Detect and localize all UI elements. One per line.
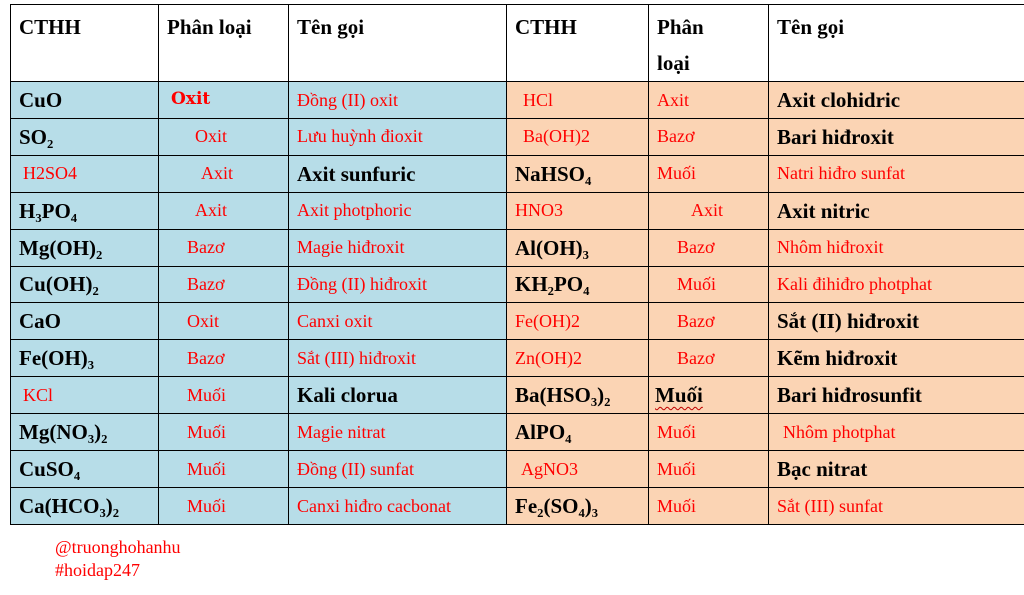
name-cell: Sắt (III) hiđroxit — [289, 340, 507, 377]
name-cell: Natri hiđro sunfat — [769, 155, 1024, 192]
table-row — [11, 487, 1024, 524]
name-cell: Sắt (II) hiđroxit — [769, 303, 1024, 340]
formula-cell: AgNO3 — [507, 451, 649, 488]
classification-cell: Muối — [649, 414, 769, 451]
classification-cell: Oxit — [159, 303, 289, 340]
formula-cell: KCl — [11, 377, 159, 414]
table-row — [11, 451, 1024, 488]
formula-cell: Fe(OH)2 — [507, 303, 649, 340]
formula-cell: Mg(OH)₂ — [11, 229, 159, 266]
classification-cell: Oxit — [159, 82, 289, 119]
chemical-table — [10, 4, 1024, 525]
header-ten-goi-left: Tên gọi — [289, 5, 507, 82]
classification-cell: Muối — [159, 451, 289, 488]
classification-cell: Muối — [649, 377, 769, 414]
formula-cell: HCl — [507, 82, 649, 119]
formula-cell: SO₂ — [11, 118, 159, 155]
formula-cell: CuSO₄ — [11, 451, 159, 488]
formula-cell: Ba(OH)2 — [507, 118, 649, 155]
classification-cell: Muối — [649, 266, 769, 303]
name-cell: Sắt (III) sunfat — [769, 487, 1024, 524]
classification-cell: Axit — [159, 155, 289, 192]
table-row — [11, 155, 1024, 192]
name-cell: Magie nitrat — [289, 414, 507, 451]
classification-cell: Bazơ — [649, 340, 769, 377]
table-row — [11, 303, 1024, 340]
classification-cell: Bazơ — [649, 303, 769, 340]
classification-cell: Bazơ — [159, 340, 289, 377]
classification-cell: Bazơ — [159, 229, 289, 266]
name-cell: Magie hiđroxit — [289, 229, 507, 266]
table-header-row — [11, 5, 1024, 82]
name-cell: Đồng (II) hiđroxit — [289, 266, 507, 303]
classification-cell: Oxit — [159, 118, 289, 155]
name-cell: Kali clorua — [289, 377, 507, 414]
classification-cell: Muối — [159, 487, 289, 524]
formula-cell: H2SO4 — [11, 155, 159, 192]
header-cthh-left: CTHH — [11, 5, 159, 82]
formula-cell: KH₂PO₄ — [507, 266, 649, 303]
formula-cell: Fe(OH)₃ — [11, 340, 159, 377]
name-cell: Nhôm photphat — [769, 414, 1024, 451]
name-cell: Đồng (II) sunfat — [289, 451, 507, 488]
formula-cell: Zn(OH)2 — [507, 340, 649, 377]
name-cell: Kẽm hiđroxit — [769, 340, 1024, 377]
classification-cell: Muối — [649, 155, 769, 192]
formula-cell: HNO3 — [507, 192, 649, 229]
name-cell: Đồng (II) oxit — [289, 82, 507, 119]
header-phan-loai-right: Phân loại — [649, 5, 769, 82]
formula-cell: H₃PO₄ — [11, 192, 159, 229]
classification-cell: Muối — [649, 451, 769, 488]
name-cell: Axit clohidric — [769, 82, 1024, 119]
name-cell: Axit photphoric — [289, 192, 507, 229]
formula-cell: CuO — [11, 82, 159, 119]
table-row — [11, 82, 1024, 119]
formula-cell: Al(OH)₃ — [507, 229, 649, 266]
formula-cell: Fe₂(SO₄)₃ — [507, 487, 649, 524]
watermark-username: @truonghohanhu — [55, 537, 181, 557]
table-row — [11, 192, 1024, 229]
formula-cell: Cu(OH)₂ — [11, 266, 159, 303]
name-cell: Bari hiđroxit — [769, 118, 1024, 155]
classification-cell: Muối — [159, 377, 289, 414]
name-cell: Canxi hiđro cacbonat — [289, 487, 507, 524]
table-row — [11, 377, 1024, 414]
classification-cell: Axit — [649, 82, 769, 119]
formula-cell: Mg(NO₃)₂ — [11, 414, 159, 451]
name-cell: Lưu huỳnh đioxit — [289, 118, 507, 155]
classification-cell: Bazơ — [159, 266, 289, 303]
watermark-hashtag: #hoidap247 — [55, 560, 140, 580]
name-cell: Axit sunfuric — [289, 155, 507, 192]
header-phan-loai-left: Phân loại — [159, 5, 289, 82]
header-cthh-right: CTHH — [507, 5, 649, 82]
formula-cell: AlPO₄ — [507, 414, 649, 451]
table-row — [11, 266, 1024, 303]
name-cell: Axit nitric — [769, 192, 1024, 229]
classification-cell: Bazơ — [649, 118, 769, 155]
name-cell: Canxi oxit — [289, 303, 507, 340]
classification-cell: Muối — [159, 414, 289, 451]
formula-cell: Ca(HCO₃)₂ — [11, 487, 159, 524]
name-cell: Bạc nitrat — [769, 451, 1024, 488]
classification-cell: Axit — [649, 192, 769, 229]
table-row — [11, 229, 1024, 266]
name-cell: Kali đihiđro photphat — [769, 266, 1024, 303]
header-ten-goi-right: Tên gọi — [769, 5, 1024, 82]
formula-cell: Ba(HSO₃)₂ — [507, 377, 649, 414]
table-row — [11, 414, 1024, 451]
table-row — [11, 340, 1024, 377]
table-row — [11, 118, 1024, 155]
name-cell: Nhôm hiđroxit — [769, 229, 1024, 266]
formula-cell: CaO — [11, 303, 159, 340]
watermark — [55, 536, 181, 582]
formula-cell: NaHSO₄ — [507, 155, 649, 192]
classification-cell: Axit — [159, 192, 289, 229]
classification-cell: Muối — [649, 487, 769, 524]
classification-cell: Bazơ — [649, 229, 769, 266]
name-cell: Bari hiđrosunfit — [769, 377, 1024, 414]
